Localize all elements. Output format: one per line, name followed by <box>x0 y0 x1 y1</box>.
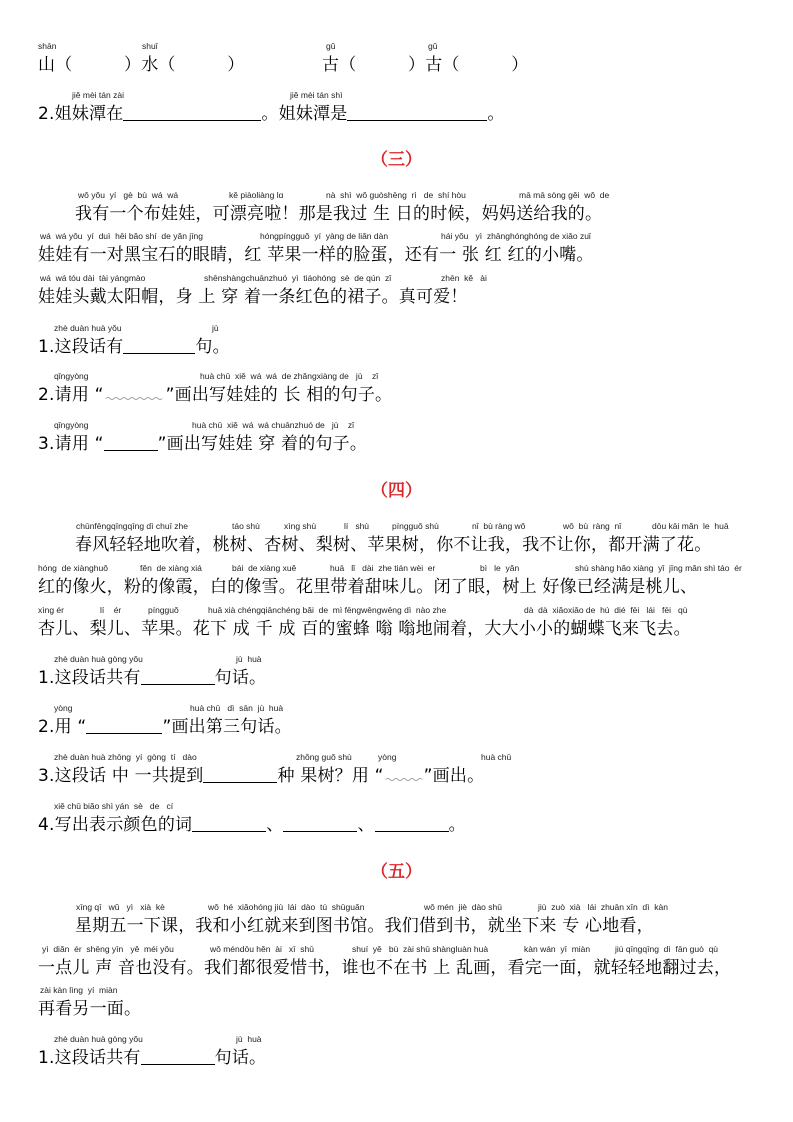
wavy-underline-mark <box>384 777 424 781</box>
pinyin: píngguǒ <box>148 605 179 615</box>
section-5-heading: （五） <box>371 862 422 882</box>
fill-text-b: 古（ ）古（ ） <box>322 55 529 75</box>
paragraph-text: 再看另一面。 <box>38 999 142 1019</box>
pinyin: hái yǒu yì zhānghónghóng de xiǎo zuǐ <box>441 231 591 241</box>
straight-line-mark <box>86 715 162 734</box>
pinyin: shuǐ <box>142 41 158 51</box>
pinyin: gǔ <box>326 41 336 51</box>
pinyin: dōu kāi mǎn le huā <box>652 521 729 531</box>
pinyin: píngguǒ shù <box>392 521 439 531</box>
pinyin-row <box>0 1033 793 1045</box>
pinyin: kàn wán yī miàn <box>524 944 591 954</box>
paragraph-text: 一点儿 声 音也没有。我们都很爱惜书，谁也不在书 上 乱画，看完一面，就轻轻地翻过去， <box>38 958 732 978</box>
pinyin-row <box>0 370 793 382</box>
fill-text-a: 山（ ）水（ ） <box>38 55 245 75</box>
pinyin-row <box>0 604 793 616</box>
pinyin-row <box>0 189 793 201</box>
answer-blank[interactable] <box>141 666 215 685</box>
pinyin-row <box>0 419 793 431</box>
paragraph-text: 红的像火，粉的像霞，白的像雪。花里带着甜味儿。闭了眼，树上 好像已经满是桃儿、 <box>38 577 698 597</box>
pinyin: táo shù <box>232 521 260 531</box>
pinyin: wǒ mén jiè dào shū <box>424 902 502 912</box>
pinyin: zhè duàn huà zhōng yí gòng tí dào <box>54 752 197 762</box>
paragraph-text: 娃娃头戴太阳帽，身 上 穿 着一条红色的裙子。真可爱！ <box>38 287 468 307</box>
pinyin: mā mā sòng gěi wǒ de <box>519 190 610 200</box>
section-3-heading: （三） <box>371 150 422 170</box>
question-text: 2.姐妹潭在 。姐妹潭是 。 <box>38 104 505 124</box>
pinyin-row <box>0 943 793 955</box>
pinyin: qǐngyòng <box>54 420 89 430</box>
pinyin: jiù qīngqīng dì fān guò qù <box>615 944 719 954</box>
pinyin-row <box>0 751 793 763</box>
answer-blank[interactable] <box>123 102 261 121</box>
paragraph-text: 我有一个布娃娃，可漂亮啦！那是我过 生 日的时候，妈妈送给我的。 <box>75 204 603 224</box>
pinyin-row <box>0 520 793 532</box>
question-text: 1.这段话有 句。 <box>38 337 230 357</box>
pinyin-row <box>0 89 793 101</box>
pinyin: lí shù <box>344 521 370 531</box>
question-text: 3.请用 “ ”画出写娃娃 穿 着的句子。 <box>38 434 368 454</box>
answer-blank[interactable] <box>283 813 357 832</box>
pinyin: bái de xiàng xuě <box>232 563 297 573</box>
pinyin: fěn de xiàng xiá <box>140 563 202 573</box>
pinyin-row <box>0 562 793 574</box>
pinyin: nǐ bù ràng wǒ <box>472 521 526 531</box>
answer-blank[interactable] <box>375 813 449 832</box>
pinyin: yì diǎn ér shēng yīn yě méi yǒu <box>42 944 174 954</box>
pinyin: zài kàn lìng yí miàn <box>40 985 118 995</box>
pinyin: jù huà <box>236 654 262 664</box>
pinyin: wǒ yǒu yí gè bù wá wá <box>78 190 179 200</box>
pinyin: shuí yě bù zài shū shàngluàn huà <box>352 944 489 954</box>
question-text: 3.这段话 中 一共提到 种 果树？用 “ ”画出。 <box>38 766 485 786</box>
pinyin: zhè duàn huà yǒu <box>54 323 122 333</box>
pinyin: zhǒng guǒ shù <box>296 752 352 762</box>
pinyin: jiě mèi tán shì <box>290 90 343 100</box>
pinyin-row <box>0 230 793 242</box>
pinyin: gǔ <box>428 41 438 51</box>
pinyin: huā lǐ dài zhe tián wèi er <box>330 563 436 573</box>
pinyin: zhēn kě ài <box>441 273 487 283</box>
pinyin: huà chū dì sān jù huà <box>190 703 284 713</box>
pinyin: wá wá yǒu yí duì hēi bǎo shí de yǎn jīng <box>40 231 204 241</box>
question-text: 1.这段话共有 句话。 <box>38 1048 267 1068</box>
pinyin: jù huà <box>236 1034 262 1044</box>
pinyin-row <box>0 322 793 334</box>
pinyin-row <box>0 702 793 714</box>
answer-blank[interactable] <box>141 1046 215 1065</box>
pinyin: jiù zuò xià lái zhuān xīn dì kàn <box>538 902 668 912</box>
pinyin: hóng de xiànghuǒ <box>38 563 108 573</box>
pinyin: chūnfēngqīngqīng dì chuī zhe <box>76 521 189 531</box>
pinyin: xìng ér <box>38 605 64 615</box>
pinyin: hóngpíngguǒ yí yàng de liǎn dàn <box>260 231 389 241</box>
paragraph-text: 娃娃有一对黑宝石的眼睛，红 苹果一样的脸蛋，还有一 张 红 红的小嘴。 <box>38 245 594 265</box>
pinyin: xiě chū biǎo shì yán sè de cí <box>54 801 174 811</box>
pinyin: shù shàng hǎo xiàng yǐ jīng mǎn shì táo ér <box>575 563 742 573</box>
straight-line-mark <box>104 432 158 451</box>
pinyin-row <box>0 800 793 812</box>
section-4-heading: （四） <box>371 481 422 501</box>
pinyin: nà shì wǒ guòshēng rì de shí hòu <box>326 190 466 200</box>
paragraph-text: 春风轻轻地吹着，桃树、杏树、梨树、苹果树，你不让我，我不让你，都开满了花。 <box>75 535 712 555</box>
answer-blank[interactable] <box>203 764 277 783</box>
pinyin: jù <box>212 323 219 333</box>
pinyin: xìng shù <box>284 521 317 531</box>
pinyin: yòng <box>378 752 397 762</box>
answer-blank[interactable] <box>123 335 195 354</box>
question-text: 4.写出表示颜色的词 、 、 。 <box>38 815 466 835</box>
pinyin: kě piàoliàng lɑ <box>229 190 284 200</box>
pinyin: yòng <box>54 703 73 713</box>
pinyin: shēnshàngchuānzhuó yì tiáohóng sè de qún zǐ <box>204 273 392 283</box>
pinyin-row <box>0 40 793 52</box>
pinyin-row <box>0 653 793 665</box>
pinyin: xīng qī wǔ yì xià kè <box>76 902 165 912</box>
pinyin: huā xià chéngqiānchéng bǎi de mì fēngwēngwēng dì nào zhe <box>208 605 447 615</box>
answer-blank[interactable] <box>347 102 487 121</box>
pinyin: wá wá tóu dài tài yángmào <box>40 273 146 283</box>
pinyin: huà chū xiě wá wá chuānzhuó de jù zǐ <box>192 420 355 430</box>
pinyin: huà chū <box>481 752 512 762</box>
pinyin: zhè duàn huà gòng yǒu <box>54 1034 143 1044</box>
pinyin: bì le yǎn <box>480 563 520 573</box>
pinyin: zhè duàn huà gòng yǒu <box>54 654 143 664</box>
question-text: 1.这段话共有 句话。 <box>38 668 267 688</box>
pinyin-row <box>0 272 793 284</box>
pinyin-row <box>0 901 793 913</box>
answer-blank[interactable] <box>192 813 266 832</box>
pinyin: wǒ hé xiǎohóng jiù lái dào tú shūguǎn <box>208 902 365 912</box>
pinyin: wǒ méndōu hěn ài xī shū <box>210 944 314 954</box>
question-text: 2.请用 “ ”画出写娃娃的 长 相的句子。 <box>38 385 393 405</box>
pinyin: qǐngyòng <box>54 371 89 381</box>
question-text: 2.用 “ ”画出第三句话。 <box>38 717 292 737</box>
paragraph-text: 杏儿、梨儿、苹果。花下 成 千 成 百的蜜蜂 嗡 嗡地闹着，大大小小的蝴蝶飞来飞去。 <box>38 619 691 639</box>
pinyin: shān <box>38 41 57 51</box>
pinyin: wǒ bù ràng nǐ <box>563 521 622 531</box>
pinyin: jiě mèi tán zài <box>72 90 124 100</box>
pinyin-row <box>0 984 793 996</box>
paragraph-text: 星期五一下课，我和小红就来到图书馆。我们借到书，就坐下来 专 心地看， <box>75 916 654 936</box>
pinyin: dà dà xiǎoxiǎo de hú dié fēi lái fēi qù <box>524 605 688 615</box>
pinyin: huà chū xiě wá wá de zhǎngxiàng de jù zǐ <box>200 371 379 381</box>
pinyin: lí ér <box>100 605 122 615</box>
wavy-underline-mark <box>104 396 166 400</box>
